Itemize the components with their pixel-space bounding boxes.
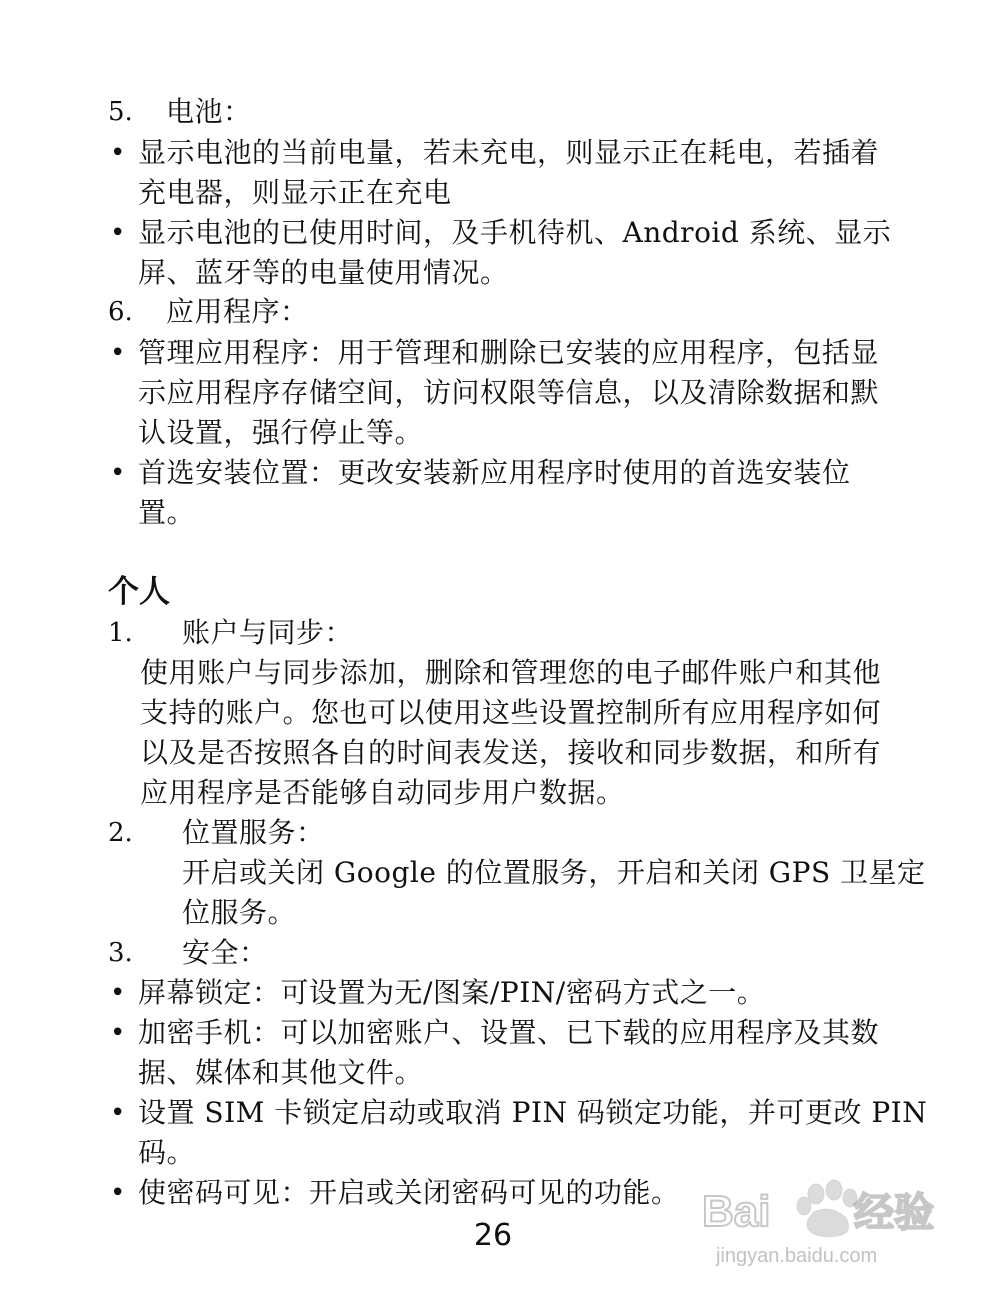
security-item-2-line-2: 据、媒体和其他文件。 <box>138 1056 424 1089</box>
section-heading-personal: 个人 <box>108 574 170 610</box>
location-line-1: 开启或关闭 Google 的位置服务，开启和关闭 GPS 卫星定 <box>182 856 926 889</box>
svg-text:经验: 经验 <box>854 1191 934 1235</box>
accounts-line-2: 支持的账户。您也可以使用这些设置控制所有应用程序如何 <box>140 696 882 729</box>
bullet: • <box>110 1098 126 1128</box>
location-line-2: 位服务。 <box>182 896 297 929</box>
accounts-line-1: 使用账户与同步添加，删除和管理您的电子邮件账户和其他 <box>140 656 882 689</box>
accounts-title: 账户与同步： <box>182 616 354 649</box>
bullet: • <box>110 338 126 368</box>
bullet: • <box>110 978 126 1008</box>
battery-title: 电池： <box>166 95 252 128</box>
security-item-4-line-1: 使密码可见：开启或关闭密码可见的功能。 <box>138 1176 680 1209</box>
apps-item-1-line-3: 认设置，强行停止等。 <box>138 416 424 449</box>
bullet: • <box>110 138 126 168</box>
apps-item-2-line-1: 首选安装位置：更改安装新应用程序时使用的首选安装位 <box>138 456 851 489</box>
bullet: • <box>110 1018 126 1048</box>
security-number: 3. <box>108 938 133 968</box>
svg-text:Bai: Bai <box>702 1187 771 1236</box>
security-item-1-line-1: 屏幕锁定：可设置为无/图案/PIN/密码方式之一。 <box>138 976 766 1009</box>
security-item-3-line-1: 设置 SIM 卡锁定启动或取消 PIN 码锁定功能，并可更改 PIN <box>138 1096 928 1129</box>
security-item-2-line-1: 加密手机：可以加密账户、设置、已下载的应用程序及其数 <box>138 1016 880 1049</box>
location-number: 2. <box>108 818 133 848</box>
accounts-number: 1. <box>108 618 133 648</box>
bullet: • <box>110 218 126 248</box>
location-title: 位置服务： <box>182 816 325 849</box>
battery-item-1-line-2: 充电器，则显示正在充电 <box>138 176 452 209</box>
accounts-line-4: 应用程序是否能够自动同步用户数据。 <box>140 776 625 809</box>
accounts-line-3: 以及是否按照各自的时间表发送，接收和同步数据，和所有 <box>140 736 882 769</box>
apps-item-1-line-1: 管理应用程序：用于管理和删除已安装的应用程序，包括显 <box>138 336 880 369</box>
bullet: • <box>110 458 126 488</box>
baidu-jingyan-watermark-icon <box>696 1164 936 1274</box>
apps-number: 6. <box>108 297 133 327</box>
battery-item-1-line-1: 显示电池的当前电量，若未充电，则显示正在耗电，若插着 <box>138 136 880 169</box>
page-number: 26 <box>473 1218 513 1253</box>
security-title: 安全： <box>182 936 268 969</box>
battery-item-2-line-1: 显示电池的已使用时间，及手机待机、Android 系统、显示 <box>138 216 892 249</box>
battery-number: 5. <box>108 97 133 127</box>
bullet: • <box>110 1178 126 1208</box>
battery-item-2-line-2: 屏、蓝牙等的电量使用情况。 <box>138 256 509 289</box>
apps-title: 应用程序： <box>166 295 309 328</box>
apps-item-2-line-2: 置。 <box>138 496 196 529</box>
svg-text:jingyan.baidu.com: jingyan.baidu.com <box>716 1245 878 1267</box>
apps-item-1-line-2: 示应用程序存储空间，访问权限等信息，以及清除数据和默 <box>138 376 880 409</box>
security-item-3-line-2: 码。 <box>138 1136 196 1169</box>
